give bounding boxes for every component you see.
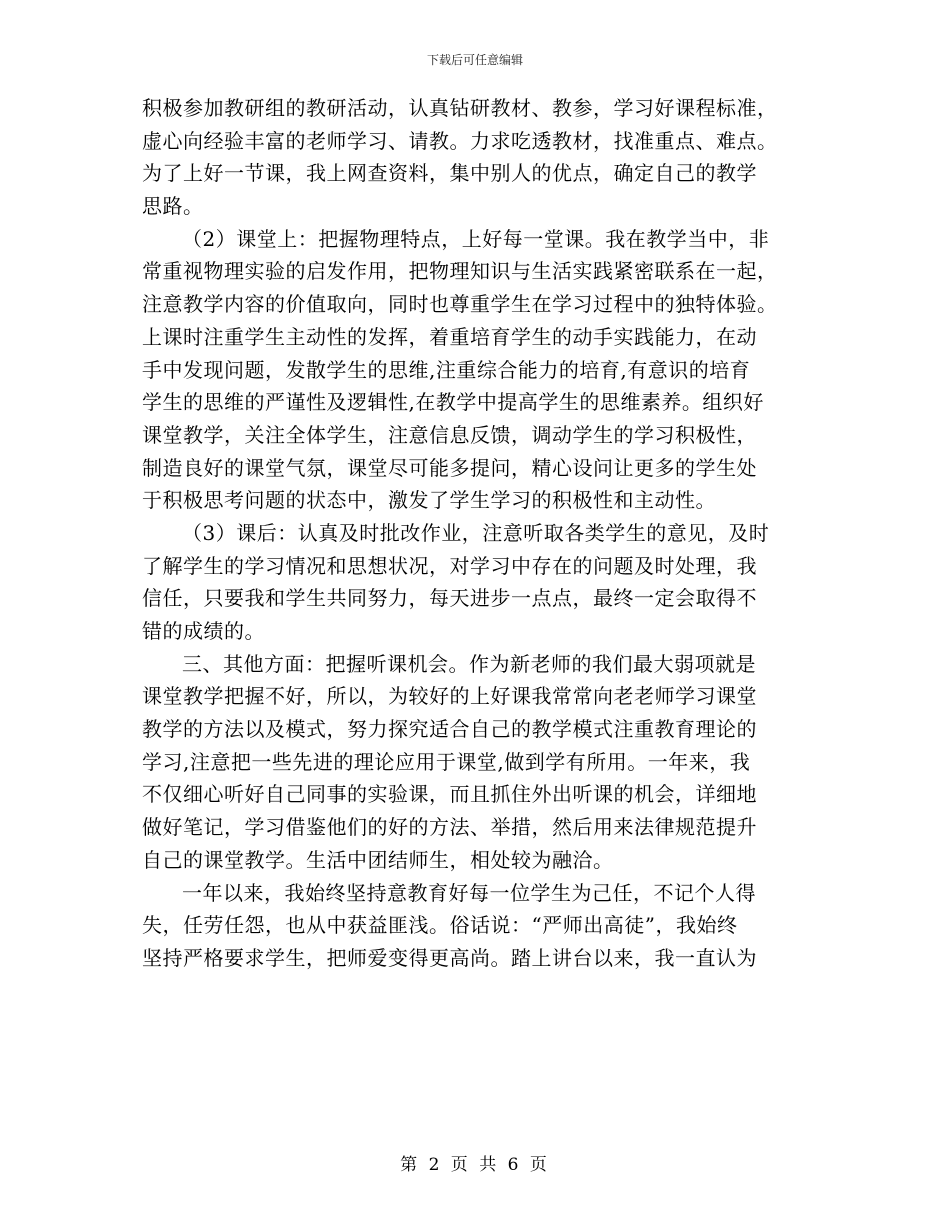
text-line-27: 坚持严格要求学生，把师爱变得更高尚。踏上讲台以来，我一直认为 <box>142 945 757 970</box>
text-line-23: 做好笔记，学习借鉴他们的好的方法、举措，然后用来法律规范提升 <box>142 815 757 840</box>
text-line-18: 三、其他方面：把握听课机会。作为新老师的我们最大弱项就是 <box>182 651 756 676</box>
text-line-10: 学生的思维的严谨性及逻辑性,在教学中提高学生的思维素养。组织好 <box>142 390 764 415</box>
text-line-1: 积极参加教研组的教研活动，认真钻研教材、教参，学习好课程标准， <box>142 96 778 120</box>
text-line-11: 课堂教学，关注全体学生，注意信息反馈，调动学生的学习积极性， <box>142 422 757 447</box>
text-line-16: 信任，只要我和学生共同努力，每天进步一点点，最终一定会取得不 <box>142 586 757 611</box>
text-line-12: 制造良好的课堂气氛，课堂尽可能多提问，精心设问让更多的学生处 <box>142 455 757 480</box>
document-body <box>142 92 808 975</box>
page-header: 下载后可任意编辑 <box>426 53 523 67</box>
text-line-9: 手中发现问题，发散学生的思维,注重综合能力的培育,有意识的培育 <box>142 357 751 382</box>
text-line-4: 思路。 <box>142 194 204 219</box>
text-line-25: 一年以来，我始终坚持意教育好每一位学生为己任，不记个人得 <box>182 880 756 905</box>
text-line-26: 失，任劳任怨，也从中获益匪浅。俗话说：“严师出高徒”，我始终 <box>142 913 738 938</box>
text-line-2: 虚心向经验丰富的老师学习、请教。力求吃透教材，找准重点、难点。 <box>142 128 778 153</box>
text-line-17: 错的成绩的。 <box>142 619 265 643</box>
text-line-7: 注意教学内容的价值取向，同时也尊重学生在学习过程中的独特体验。 <box>142 292 778 317</box>
text-line-8: 上课时注重学生主动性的发挥，着重培育学生的动手实践能力，在动 <box>142 324 757 349</box>
text-line-22: 不仅细心听好自己同事的实验课，而且抓住外出听课的机会，详细地 <box>142 782 757 807</box>
text-line-21: 学习,注意把一些先进的理论应用于课堂,做到学有所用。一年来，我 <box>142 749 751 774</box>
text-line-20: 教学的方法以及模式，努力探究适合自己的教学模式注重教育理论的 <box>142 717 757 742</box>
text-line-24: 自己的课堂教学。生活中团结师生，相处较为融洽。 <box>142 847 614 872</box>
text-line-3: 为了上好一节课，我上网查资料，集中别人的优点，确定自己的教学 <box>142 161 757 186</box>
page-number: 第 2 页 共 6 页 <box>400 1155 550 1175</box>
text-line-5: （2）课堂上：把握物理特点，上好每一堂课。我在教学当中，非 <box>182 226 770 251</box>
text-line-19: 课堂教学把握不好，所以，为较好的上好课我常常向老老师学习课堂 <box>142 684 757 709</box>
text-line-6: 常重视物理实验的启发作用，把物理知识与生活实践紧密联系在一起， <box>142 259 778 284</box>
text-line-13: 于积极思考问题的状态中，激发了学生学习的积极性和主动性。 <box>142 488 716 513</box>
text-line-15: 了解学生的学习情况和思想状况，对学习中存在的问题及时处理，我 <box>142 553 757 578</box>
text-line-14: （3）课后：认真及时批改作业，注意听取各类学生的意见，及时 <box>182 520 770 545</box>
